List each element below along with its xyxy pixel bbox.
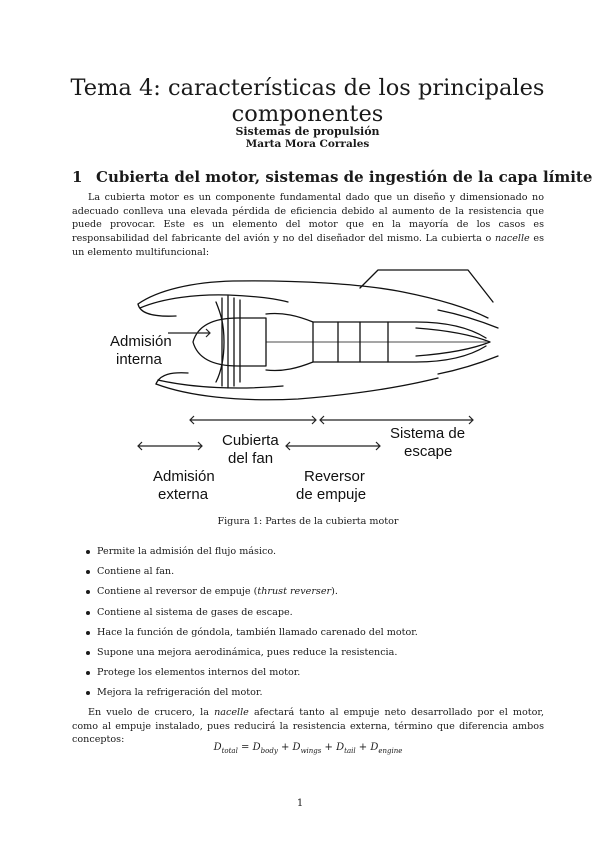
closing-text: En vuelo de crucero, la xyxy=(88,707,215,718)
list-item xyxy=(84,546,418,566)
bullet-icon xyxy=(86,550,90,554)
label-admision-interna-2: interna xyxy=(116,351,162,368)
formula-term-3: D xyxy=(336,742,345,753)
label-reversor-2: de empuje xyxy=(296,486,367,503)
figure-caption: Figura 1: Partes de la cubierta motor xyxy=(217,516,399,527)
nacelle-lower-inner xyxy=(158,380,283,388)
closing-text-end: afectará tanto al empuje neto desarrollado por el motor, como al empuje instalado, pues reducirá la resistencia externa, término que diferencia ambos conceptos: xyxy=(72,707,544,746)
author: Marta Mora Corrales xyxy=(245,138,370,150)
section-heading xyxy=(72,168,592,186)
fan-casing xyxy=(216,302,224,382)
section-title: Cubierta del motor, sistemas de ingestión de la capa límite xyxy=(96,168,593,186)
page-number: 1 xyxy=(296,798,304,809)
intro-paragraph xyxy=(72,191,544,260)
formula-term-3-sub: tail xyxy=(344,747,356,755)
formula-term-4: D xyxy=(370,742,379,753)
arrow-cubierta-fan xyxy=(190,416,316,424)
label-sistema-escape-1: Sistema de xyxy=(390,425,466,442)
formula-term-4-sub: engine xyxy=(378,747,403,755)
fan-blades xyxy=(222,296,240,388)
arrow-reversor xyxy=(286,442,380,450)
bullet-icon xyxy=(86,570,90,574)
formula-plus: + xyxy=(355,742,371,753)
bullet-icon xyxy=(86,651,90,655)
section-number: 1 xyxy=(72,168,83,186)
list-item xyxy=(84,607,418,627)
list-item xyxy=(84,586,418,606)
formula-plus: + xyxy=(277,742,293,753)
nacelle-upper-outline xyxy=(138,281,488,318)
formula-eq: = xyxy=(237,742,253,753)
formula-term-2: D xyxy=(292,742,301,753)
engine-diagram xyxy=(98,262,518,507)
subtitle: Sistemas de propulsión xyxy=(235,125,380,138)
label-cubierta-fan-2: del fan xyxy=(228,450,274,467)
list-item-text: Protege los elementos internos del motor. xyxy=(97,667,301,679)
list-item xyxy=(84,627,418,647)
list-item xyxy=(84,647,418,667)
list-item-text: Permite la admisión del flujo másico. xyxy=(97,546,277,557)
formula-plus: + xyxy=(321,742,337,753)
arrow-escape xyxy=(320,416,473,424)
list-item xyxy=(84,566,418,586)
nacelle-lower-outline xyxy=(156,378,438,400)
formula-lhs-sub: total xyxy=(221,747,238,755)
intro-text: La cubierta motor es un componente fundamental dado que un diseño y dimensionado no adecuado conlleva una elevada pérdida de eficiencia debido al aumento de la resistencia que puede provocar. Este es un elemento del motor que en la mayoría de los casos es responsabilidad del fabricante del avión y no del diseñador del mismo. La cubierta o xyxy=(72,192,544,245)
label-sistema-escape-2: escape xyxy=(404,443,453,460)
bullet-icon xyxy=(86,611,90,615)
formula-term-2-sub: wings xyxy=(300,747,322,755)
bullet-icon xyxy=(86,590,90,594)
formula-term-1: D xyxy=(252,742,261,753)
drag-formula xyxy=(72,742,544,757)
list-item-text: Hace la función de góndola, también llamado carenado del motor. xyxy=(97,626,418,638)
list-item-text-end: ). xyxy=(331,586,338,598)
list-item-text: Contiene al sistema de gases de escape. xyxy=(97,606,293,618)
label-admision-interna-1: Admisión xyxy=(110,333,172,350)
page-title xyxy=(60,75,555,127)
arrow-admision-externa xyxy=(138,442,202,450)
list-item xyxy=(84,667,418,687)
feature-list xyxy=(84,546,418,708)
closing-paragraph xyxy=(72,706,544,747)
intro-text-end: es un elemento multifuncional: xyxy=(72,233,544,258)
list-item-text: Mejora la refrigeración del motor. xyxy=(97,687,263,699)
label-cubierta-fan-1: Cubierta xyxy=(222,432,279,449)
list-item xyxy=(84,687,418,707)
core-upper xyxy=(266,313,486,338)
intro-emphasis: nacelle xyxy=(494,233,530,245)
spinner xyxy=(193,318,266,366)
list-item-text: Supone una mejora aerodinámica, pues reduce la resistencia. xyxy=(97,646,398,658)
nacelle-upper-inner xyxy=(140,295,288,308)
list-item-emphasis: thrust reverser xyxy=(257,586,332,598)
closing-emphasis: nacelle xyxy=(214,707,249,718)
list-item-text: Contiene al fan. xyxy=(97,566,175,578)
formula-lhs: D xyxy=(213,742,222,753)
bullet-icon xyxy=(86,631,90,635)
title-line-1: Tema 4: características de los principales xyxy=(70,75,545,101)
arrow-admision-interna xyxy=(168,329,210,337)
bullet-icon xyxy=(86,691,90,695)
bullet-icon xyxy=(86,671,90,675)
title-line-2: componentes xyxy=(231,101,384,127)
list-item-text: Contiene al reversor de empuje ( xyxy=(97,586,258,598)
label-admision-externa-2: externa xyxy=(158,486,209,503)
label-admision-externa-1: Admisión xyxy=(153,468,215,485)
core-lower xyxy=(266,346,486,371)
formula-term-1-sub: body xyxy=(260,747,278,755)
label-reversor-1: Reversor xyxy=(304,468,365,485)
